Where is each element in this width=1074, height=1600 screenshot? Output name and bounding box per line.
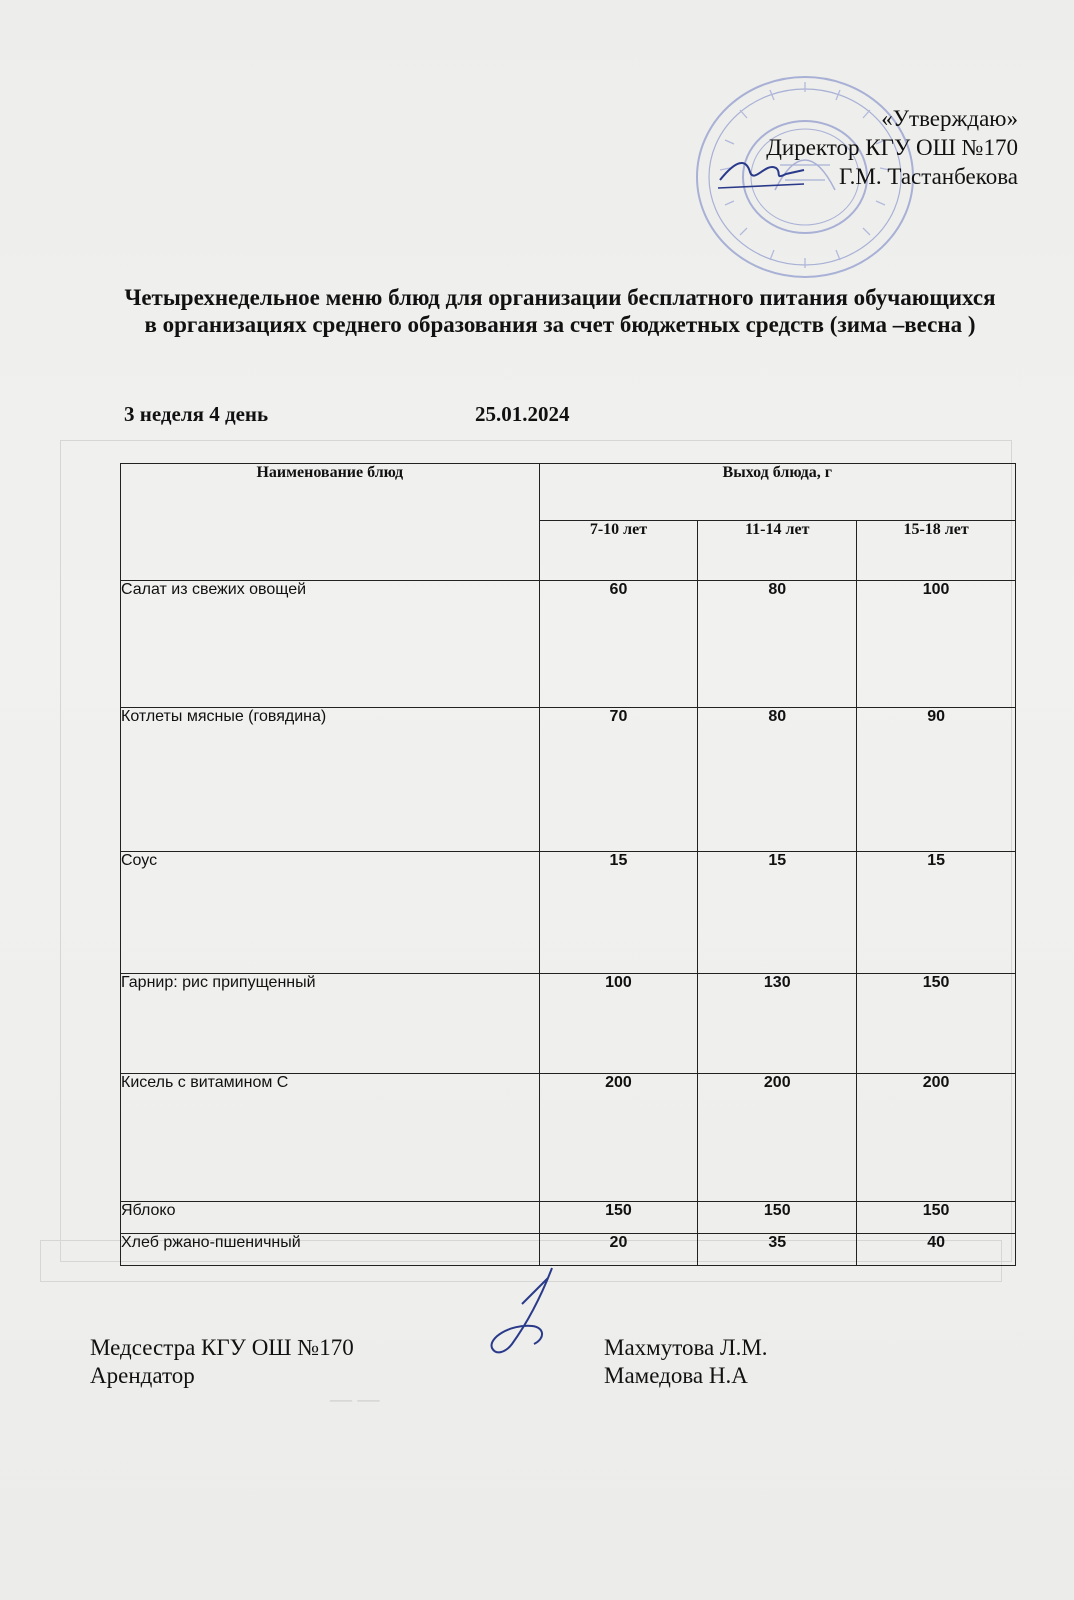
menu-date: 25.01.2024 <box>475 402 570 426</box>
week-day-label: 3 неделя 4 день <box>124 402 269 426</box>
dish-name: Гарнир: рис припущенный <box>121 974 540 1074</box>
portion-value: 40 <box>857 1234 1016 1266</box>
director-signature-icon <box>716 150 806 195</box>
table-row <box>121 1202 1016 1234</box>
portion-value: 35 <box>698 1234 857 1266</box>
nurse-name: Махмутова Л.М. <box>604 1335 768 1360</box>
dish-name: Соус <box>121 852 540 974</box>
bleed-through-text: — — <box>330 1386 380 1411</box>
dish-name: Котлеты мясные (говядина) <box>121 708 540 852</box>
table-row <box>121 1074 1016 1202</box>
portion-value: 15 <box>539 852 698 974</box>
age-group-header: 15-18 лет <box>857 520 1016 580</box>
portion-value: 130 <box>698 974 857 1074</box>
nurse-signature-icon <box>482 1264 572 1364</box>
approval-position: Директор КГУ ОШ №170 <box>766 135 1018 160</box>
portion-value: 200 <box>698 1074 857 1202</box>
output-header: Выход блюда, г <box>539 464 1015 521</box>
dish-name: Яблоко <box>121 1202 540 1234</box>
tenant-position: Арендатор <box>90 1363 195 1388</box>
portion-value: 70 <box>539 708 698 852</box>
menu-title: Четырехнедельное меню блюд для организации бесплатного питания обучающихся в организациях среднего образования за счет бюджетных средств (зима –весна ) <box>124 285 996 337</box>
portion-value: 15 <box>857 852 1016 974</box>
table-row <box>121 1234 1016 1266</box>
table-row <box>121 708 1016 852</box>
footer-left <box>90 1334 354 1390</box>
table-row <box>121 974 1016 1074</box>
portion-value: 200 <box>857 1074 1016 1202</box>
table-row <box>121 852 1016 974</box>
approval-signatory: Г.М. Тастанбекова <box>838 164 1018 189</box>
portion-value: 20 <box>539 1234 698 1266</box>
portion-value: 100 <box>857 581 1016 708</box>
portion-value: 150 <box>539 1202 698 1234</box>
age-group-header: 11-14 лет <box>698 520 857 580</box>
approval-heading: «Утверждаю» <box>881 106 1018 131</box>
portion-value: 150 <box>857 1202 1016 1234</box>
portion-value: 80 <box>698 581 857 708</box>
portion-value: 200 <box>539 1074 698 1202</box>
portion-value: 150 <box>698 1202 857 1234</box>
portion-value: 90 <box>857 708 1016 852</box>
nurse-position: Медсестра КГУ ОШ №170 <box>90 1335 354 1360</box>
portion-value: 150 <box>857 974 1016 1074</box>
footer-right <box>604 1334 768 1390</box>
dish-name: Салат из свежих овощей <box>121 581 540 708</box>
table-header-row <box>121 464 1016 521</box>
portion-value: 15 <box>698 852 857 974</box>
dish-name: Хлеб ржано-пшеничный <box>121 1234 540 1266</box>
menu-table <box>120 463 1016 1266</box>
dish-name: Кисель с витамином С <box>121 1074 540 1202</box>
portion-value: 60 <box>539 581 698 708</box>
table-row <box>121 581 1016 708</box>
portion-value: 100 <box>539 974 698 1074</box>
dish-name-header: Наименование блюд <box>121 464 540 581</box>
age-group-header: 7-10 лет <box>539 520 698 580</box>
portion-value: 80 <box>698 708 857 852</box>
tenant-name: Мамедова Н.А <box>604 1363 748 1388</box>
